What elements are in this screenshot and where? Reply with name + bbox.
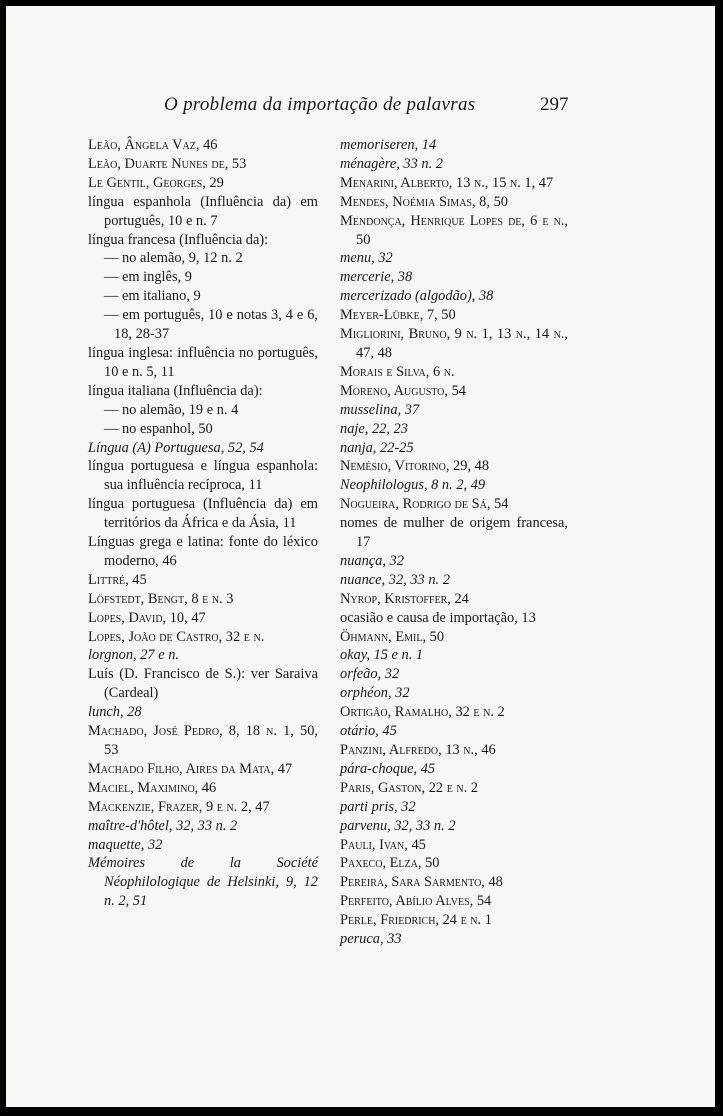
index-entry: naje, 22, 23 bbox=[340, 420, 408, 437]
index-entry: maître-d'hôtel, 32, 33 n. 2 bbox=[88, 817, 238, 834]
index-entry: orphéon, 32 bbox=[340, 685, 410, 702]
index-entry: Nyrop, Kristoffer, 24 bbox=[340, 590, 469, 607]
index-subentry: — no espanhol, 50 bbox=[104, 420, 213, 437]
index-entry: Löfstedt, Bengt, 8 e n. 3 bbox=[88, 590, 234, 607]
index-entry: Ortigão, Ramalho, 32 e n. 2 bbox=[340, 704, 505, 721]
index-entry: Maciel, Maximino, 46 bbox=[88, 779, 217, 796]
index-subentry: — no alemão, 9, 12 n. 2 bbox=[104, 250, 243, 267]
index-entry: lorgnon, 27 e n. bbox=[88, 647, 180, 664]
index-entry: língua italiana (Influência da): bbox=[88, 382, 263, 399]
index-entry: Mendonça, Henrique Lopes de, 6 e n., 50 bbox=[340, 212, 568, 248]
index-entry: Migliorini, Bruno, 9 n. 1, 13 n., 14 n., 47, 48 bbox=[340, 326, 568, 361]
index-entry: Leão, Ângela Vaz, 46 bbox=[88, 137, 218, 153]
index-entry: musselina, 37 bbox=[340, 401, 420, 418]
index-entry: língua inglesa: influência no português, 10 e n. 5, 11 bbox=[88, 344, 318, 380]
index-entry: Leão, Duarte Nunes de, 53 bbox=[88, 155, 247, 172]
index-entry: Moreno, Augusto, 54 bbox=[340, 382, 466, 399]
index-entry: mercerie, 38 bbox=[340, 269, 413, 286]
index-entry: Machado Filho, Aires da Mata, 47 bbox=[88, 760, 293, 777]
index-entry: língua francesa (Influência da): bbox=[88, 231, 269, 248]
index-entry: Lopes, David, 10, 47 bbox=[88, 609, 206, 626]
index-entry: Mémoires de la Société Néophilologique de Helsinki, 9, 12 n. 2, 51 bbox=[88, 855, 318, 910]
index-entry: Neophilologus, 8 n. 2, 49 bbox=[340, 477, 486, 494]
index-entry: Lopes, João de Castro, 32 e n. bbox=[88, 628, 265, 645]
index-entry: Panzini, Alfredo, 13 n., 46 bbox=[340, 742, 496, 758]
index-entry: língua portuguesa (Influência da) em territórios da África e da Ásia, 11 bbox=[88, 496, 318, 532]
page-number: 297 bbox=[540, 94, 569, 115]
index-entry: Paxeco, Elza, 50 bbox=[340, 855, 440, 872]
index-entry: nuança, 32 bbox=[340, 552, 404, 569]
index-entry: Perfeito, Abílio Alves, 54 bbox=[340, 893, 492, 910]
index-entry: Littré, 45 bbox=[88, 571, 147, 588]
index-entry: lunch, 28 bbox=[88, 704, 142, 721]
index-entry: Machado, José Pedro, 8, 18 n. 1, 50, 53 bbox=[88, 723, 318, 758]
running-head-title: O problema da importação de palavras bbox=[164, 94, 476, 115]
index-subentry: — em inglês, 9 bbox=[104, 269, 192, 286]
index-entry: Nogueira, Rodrigo de Sá, 54 bbox=[340, 496, 509, 513]
index-entry: Língua (A) Portuguesa, 52, 54 bbox=[88, 439, 264, 456]
running-head bbox=[6, 94, 715, 124]
index-entry: menu, 32 bbox=[340, 250, 393, 267]
index-entry: memoriseren, 14 bbox=[340, 137, 437, 153]
index-entry: parti pris, 32 bbox=[340, 798, 416, 815]
index-entry: Mackenzie, Frazer, 9 e n. 2, 47 bbox=[88, 798, 270, 815]
index-entry: Luís (D. Francisco de S.): ver Saraiva (Cardeal) bbox=[88, 666, 318, 702]
index-entry: Meyer-Lübke, 7, 50 bbox=[340, 307, 456, 324]
index-entry: língua espanhola (Influência da) em português, 10 e n. 7 bbox=[88, 193, 318, 229]
index-column-left bbox=[88, 136, 318, 911]
index-entry: nanja, 22-25 bbox=[340, 439, 414, 456]
index-entry: Mendes, Noémia Simas, 8, 50 bbox=[340, 193, 508, 210]
index-entry: Perle, Friedrich, 24 e n. 1 bbox=[340, 912, 492, 929]
index-entry: ménagère, 33 n. 2 bbox=[340, 155, 443, 172]
index-entry: Le Gentil, Georges, 29 bbox=[88, 174, 224, 191]
index-entry: Paris, Gaston, 22 e n. 2 bbox=[340, 779, 479, 796]
index-entry: língua portuguesa e língua espanhola: sua influência recíproca, 11 bbox=[88, 458, 318, 494]
index-entry: orfeão, 32 bbox=[340, 666, 400, 683]
index-column-right bbox=[340, 136, 568, 949]
index-entry: Nemésio, Vitorino, 29, 48 bbox=[340, 458, 490, 475]
index-entry: pára-choque, 45 bbox=[340, 760, 436, 777]
index-entry: Pauli, Ivan, 45 bbox=[340, 836, 426, 853]
index-entry: Línguas grega e latina: fonte do léxico moderno, 46 bbox=[88, 534, 318, 569]
index-entry: nuance, 32, 33 n. 2 bbox=[340, 571, 450, 588]
index-entry: peruca, 33 bbox=[340, 931, 402, 948]
index-subentry: — no alemão, 19 e n. 4 bbox=[104, 401, 239, 418]
book-page bbox=[6, 6, 715, 1107]
index-entry: maquette, 32 bbox=[88, 836, 163, 853]
index-subentry: — em italiano, 9 bbox=[104, 288, 201, 305]
index-entry: parvenu, 32, 33 n. 2 bbox=[340, 817, 456, 834]
index-subentry: — em português, 10 e notas 3, 4 e 6, 18, 28-37 bbox=[104, 307, 318, 343]
index-entry: otário, 45 bbox=[340, 723, 397, 740]
index-entry: Pereira, Sara Sarmento, 48 bbox=[340, 874, 503, 891]
index-entry: Morais e Silva, 6 n. bbox=[340, 363, 455, 380]
index-entry: mercerizado (algodão), 38 bbox=[340, 288, 494, 305]
index-entry: Öhmann, Emil, 50 bbox=[340, 628, 445, 645]
index-entry: Menarini, Alberto, 13 n., 15 n. 1, 47 bbox=[340, 174, 554, 191]
index-entry: nomes de mulher de origem francesa, 17 bbox=[340, 515, 568, 551]
index-entry: ocasião e causa de importação, 13 bbox=[340, 609, 536, 626]
index-entry: okay, 15 e n. 1 bbox=[340, 647, 424, 664]
